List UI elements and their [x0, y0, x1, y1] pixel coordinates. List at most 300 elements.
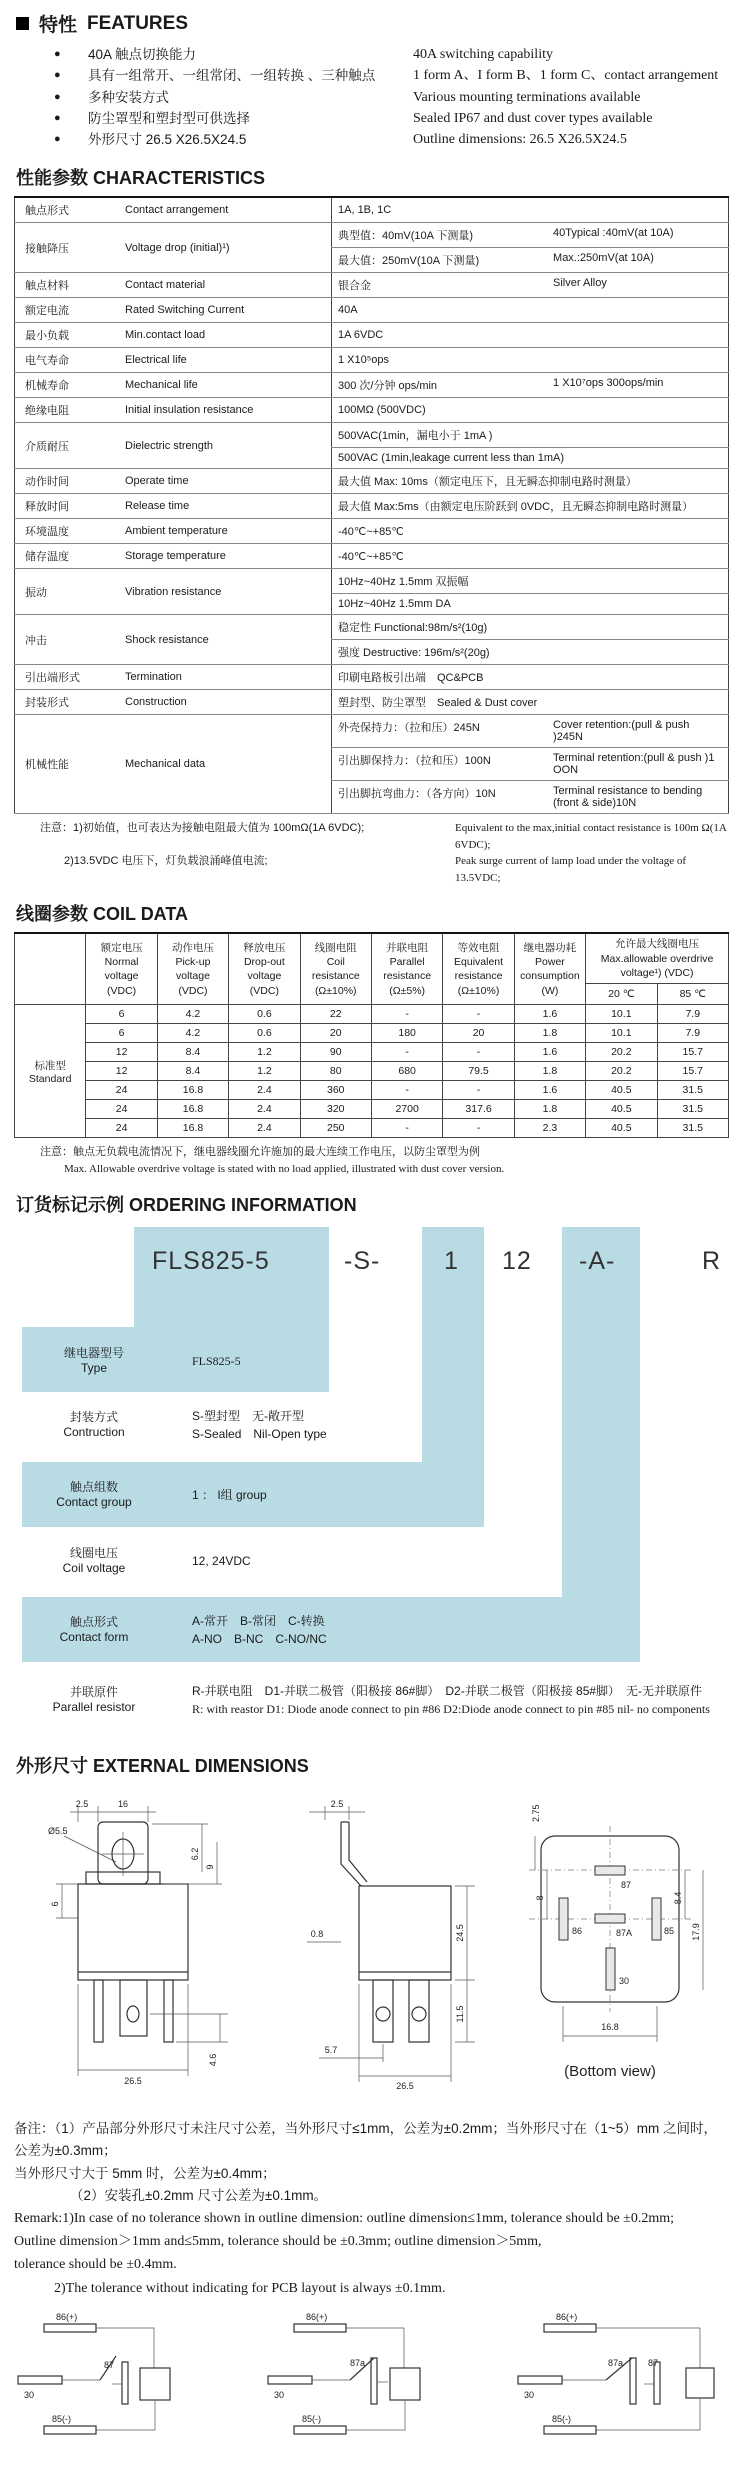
param-value-cn: 最大值：250mV(10A 下测量)	[338, 255, 480, 268]
param-label-en: Shock resistance	[119, 615, 332, 665]
param-value-en: Terminal retention:(pull & push )1 OON	[553, 752, 715, 777]
dim-label: 17.9	[691, 1923, 701, 1941]
row-value-cn: A-常开 B-常闭 C-转换	[192, 1614, 325, 1629]
coil-cell: 10.1	[586, 1005, 657, 1024]
dim-label: 4.6	[208, 2053, 218, 2067]
characteristics-row	[15, 569, 729, 594]
param-value-cn: 引出脚保持力：（拉和压）100N	[338, 755, 491, 768]
terminal-label: 86(+)	[56, 2311, 78, 2322]
param-label-cn: 冲击	[15, 615, 120, 665]
param-value-cn: -40℃~+85℃	[338, 550, 404, 563]
param-label-en: Contact arrangement	[119, 197, 332, 223]
param-value	[332, 494, 729, 519]
coil-corner-cell	[15, 933, 86, 1004]
circuit-form-b	[254, 2306, 489, 2456]
coil-header: 额定电压 Normal voltage (VDC)	[86, 933, 157, 1004]
characteristics-row	[15, 615, 729, 640]
ordering-row-construction	[14, 1399, 729, 1451]
pin-label: 30	[619, 1976, 630, 1987]
coil-cell: 24	[86, 1119, 157, 1138]
row-value-en: R: with reastor D1: Diode anode connect to pin #86 D2:Diode anode connect to pin #85 nil- no components	[192, 1702, 710, 1717]
param-value-en: 40Typical :40mV(at 10A)	[553, 227, 674, 240]
param-value	[332, 615, 729, 640]
param-label-en: Construction	[119, 690, 332, 715]
feature-text-en: Outline dimensions: 26.5 X26.5X24.5	[413, 132, 627, 148]
row-value-cn: R-并联电阻 D1-并联二极管（阳极接 86#脚） D2-并联二极管（阳极接 85#脚） 无-无并联原件	[192, 1684, 703, 1699]
param-label-en: Voltage drop (initial)¹)	[119, 223, 332, 273]
coil-cell: 2.4	[229, 1119, 300, 1138]
param-value	[332, 544, 729, 569]
param-label-cn: 额定电流	[15, 298, 120, 323]
param-value	[332, 665, 729, 690]
row-label-cn: 线圈电压	[69, 1545, 118, 1560]
note-line	[40, 853, 729, 886]
bullet-icon: ●	[54, 133, 61, 146]
param-value-cn: 1 X10⁵ops	[338, 354, 390, 367]
code-seal: -S-	[344, 1247, 381, 1276]
ordering-row-form	[14, 1604, 729, 1656]
coil-cell: 31.5	[657, 1119, 728, 1138]
param-value	[332, 594, 729, 615]
param-value-cn: 最大值 Max: 10ms（额定电压下，且无瞬态抑制电路时测量）	[338, 476, 637, 489]
param-label-cn: 介质耐压	[15, 423, 120, 469]
coil-header: 允许最大线圈电压 Max.allowable overdrive voltage¹) (VDC)	[586, 933, 729, 983]
param-label-cn: 绝缘电阻	[15, 398, 120, 423]
characteristics-row	[15, 197, 729, 223]
note-en: Peak surge current of lamp load under the voltage of 13.5VDC;	[455, 855, 687, 884]
wiring-diagrams	[0, 2306, 743, 2456]
terminal-label: 30	[24, 2389, 35, 2400]
note-en: Equivalent to the max,initial contact resistance is 100m Ω(1A 6VDC);	[455, 822, 727, 851]
param-value-cn: 100MΩ (500VDC)	[338, 404, 426, 417]
feature-text-en: 1 form A、I form B、1 form C、contact arrangement	[413, 68, 719, 84]
param-value-cn: 最大值 Max:5ms（由额定电压阶跃到 0VDC，且无瞬态抑制电路时测量）	[338, 501, 694, 514]
front-view-drawing	[20, 1792, 275, 2092]
param-label-cn: 封装形式	[15, 690, 120, 715]
coil-cell: -	[371, 1081, 442, 1100]
coil-header: 释放电压 Drop-out voltage (VDC)	[229, 933, 300, 1004]
param-label-cn: 触点形式	[15, 197, 120, 223]
coil-note-en: Max. Allowable overdrive voltage is stated with no load applied, illustrated with dust cover version.	[64, 1162, 505, 1175]
dim-label: 5.7	[324, 2045, 338, 2056]
row-label-en: Contact form	[59, 1630, 129, 1645]
param-value	[332, 273, 729, 298]
coil-row	[15, 1062, 729, 1081]
features-heading-cn: 特性	[39, 15, 78, 36]
coil-cell: 20	[443, 1024, 514, 1043]
param-label-cn: 电气寿命	[15, 348, 120, 373]
coil-cell: 1.2	[229, 1062, 300, 1081]
characteristics-row	[15, 519, 729, 544]
terminal-label: 86(+)	[306, 2311, 328, 2322]
contact-label: 87	[648, 2357, 659, 2368]
coil-cell: 24	[86, 1081, 157, 1100]
param-value-cn: 印刷电路板引出端 QC&PCB	[338, 672, 484, 685]
coil-cell: 24	[86, 1100, 157, 1119]
dim-label: 2.5	[330, 1799, 344, 1810]
ordering-row-group	[14, 1469, 729, 1521]
coil-cell: 2.4	[229, 1100, 300, 1119]
row-value: 12, 24VDC	[192, 1554, 251, 1569]
row-label-en: Contact group	[56, 1495, 132, 1510]
param-value-cn: 500VAC(1min，漏电小于 1mA )	[338, 430, 493, 443]
bullet-icon: ●	[54, 111, 61, 124]
characteristics-heading	[16, 164, 729, 190]
row-label-cn: 封装方式	[69, 1409, 118, 1424]
feature-text-en: 40A switching capability	[413, 47, 553, 62]
row-label-cn: 触点组数	[69, 1479, 118, 1494]
note-cn: 注意：1)初始值，也可表达为接触电阻最大值为 100mΩ(1A 6VDC);	[40, 822, 365, 835]
dim-label: 24.5	[455, 1924, 465, 1942]
characteristics-row	[15, 494, 729, 519]
param-value	[332, 423, 729, 448]
circuit-form-a	[4, 2306, 239, 2456]
param-value-cn: 外壳保持力：（拉和压）245N	[338, 722, 480, 735]
coil-row	[15, 1119, 729, 1138]
feature-text-cn: 具有一组常开、一组常闭、一组转换 、三种触点	[88, 68, 376, 84]
param-value	[332, 348, 729, 373]
row-label-cn: 触点形式	[69, 1614, 118, 1629]
param-value	[332, 469, 729, 494]
row-value-cn: S-塑封型 无-敞开型	[192, 1409, 304, 1424]
param-value-cn: 强度 Destructive: 196m/s²(20g)	[338, 647, 490, 660]
coil-cell: 360	[300, 1081, 371, 1100]
coil-cell: 0.6	[229, 1024, 300, 1043]
param-value-cn: 40A	[338, 304, 358, 317]
coil-cell: 20.2	[586, 1062, 657, 1081]
row-value-en: S-Sealed Nil-Open type	[192, 1427, 327, 1442]
dim-label: 26.5	[396, 2081, 414, 2092]
characteristics-row	[15, 690, 729, 715]
dimension-drawings	[14, 1792, 729, 2092]
coil-cell: 12	[86, 1043, 157, 1062]
coil-row	[15, 1024, 729, 1043]
param-value	[332, 640, 729, 665]
param-label-en: Contact material	[119, 273, 332, 298]
param-value	[332, 748, 729, 781]
coil-cell: -	[371, 1119, 442, 1138]
param-value-cn: 1A 6VDC	[338, 329, 384, 342]
param-label-en: Rated Switching Current	[119, 298, 332, 323]
param-label-en: Storage temperature	[119, 544, 332, 569]
param-value-cn: 10Hz~40Hz 1.5mm 双振幅	[338, 576, 469, 589]
param-value-cn: 1A, 1B, 1C	[338, 204, 392, 217]
coil-group-label: 标准型 Standard	[15, 1005, 86, 1138]
param-label-cn: 储存温度	[15, 544, 120, 569]
coil-cell: 6	[86, 1005, 157, 1024]
circuit-form-c	[504, 2306, 739, 2456]
terminal-label: 86(+)	[556, 2311, 578, 2322]
param-label-en: Ambient temperature	[119, 519, 332, 544]
param-label-cn: 释放时间	[15, 494, 120, 519]
param-value	[332, 569, 729, 594]
pin-label: 86	[572, 1926, 583, 1937]
coil-cell: 40.5	[586, 1119, 657, 1138]
param-value	[332, 223, 729, 248]
param-value-cn: 10Hz~40Hz 1.5mm DA	[338, 598, 451, 611]
dim-label: 11.5	[455, 2005, 465, 2023]
param-label-en: Dielectric strength	[119, 423, 332, 469]
bullet-icon: ●	[54, 48, 61, 60]
ordering-code	[14, 1239, 729, 1285]
coil-cell: 320	[300, 1100, 371, 1119]
coil-row	[15, 1100, 729, 1119]
param-value-en: Max.:250mV(at 10A)	[553, 252, 654, 265]
coil-cell: 250	[300, 1119, 371, 1138]
param-value	[332, 373, 729, 398]
param-label-en: Release time	[119, 494, 332, 519]
coil-cell: 8.4	[157, 1062, 228, 1081]
row-value: 1 ： I组 group	[192, 1488, 267, 1503]
param-label-en: Mechanical life	[119, 373, 332, 398]
feature-item	[54, 66, 729, 86]
param-value-cn: 引出脚抗弯曲力：（各方向）10N	[338, 788, 496, 801]
param-label-en: Operate time	[119, 469, 332, 494]
dim-label: 6.2	[190, 1847, 200, 1861]
pin-label: 87A	[616, 1928, 633, 1939]
ordering-row-voltage	[14, 1535, 729, 1587]
ordering-heading-en: ORDERING INFORMATION	[129, 1195, 357, 1216]
coil-header: 并联电阻 Parallel resistance (Ω±5%)	[371, 933, 442, 1004]
note-cn: 2)13.5VDC 电压下，灯负载浪涌峰值电流;	[64, 855, 268, 868]
characteristics-row	[15, 373, 729, 398]
side-view-drawing	[279, 1792, 479, 2092]
dimensions-heading	[16, 1752, 729, 1778]
features-heading-en: FEATURES	[87, 12, 188, 34]
coil-cell: 40.5	[586, 1100, 657, 1119]
param-value	[332, 398, 729, 423]
param-value	[332, 781, 729, 814]
ordering-heading	[16, 1191, 729, 1217]
coil-note-cn: 注意：触点无负载电流情况下，继电器线圈允许施加的最大连续工作电压，以防尘罩型为例	[40, 1146, 480, 1159]
coil-cell: 1.6	[514, 1043, 585, 1062]
coil-cell: -	[371, 1043, 442, 1062]
remark-cn-3: （2）安装孔±0.2mm 尺寸公差为±0.1mm。	[70, 2187, 328, 2203]
coil-subheader: 85 ℃	[657, 984, 728, 1005]
coil-cell: 1.8	[514, 1024, 585, 1043]
remark-en-4: 2)The tolerance without indicating for PCB layout is always ±0.1mm.	[54, 2280, 446, 2296]
feature-text-en: Various mounting terminations available	[413, 89, 641, 105]
terminal-label: 30	[274, 2389, 285, 2400]
coil-cell: 90	[300, 1043, 371, 1062]
coil-cell: 1.8	[514, 1100, 585, 1119]
coil-cell: 8.4	[157, 1043, 228, 1062]
characteristics-heading-cn: 性能参数	[16, 168, 88, 189]
dimensions-heading-en: EXTERNAL DIMENSIONS	[93, 1756, 309, 1777]
feature-text-cn: 40A 触点切换能力	[88, 47, 197, 62]
param-label-en: Initial insulation resistance	[119, 398, 332, 423]
param-label-cn: 环境温度	[15, 519, 120, 544]
param-value-cn: 300 次/分钟 ops/min	[338, 380, 438, 393]
param-label-en: Termination	[119, 665, 332, 690]
coil-subheader: 20 ℃	[586, 984, 657, 1005]
remark-en-3: tolerance should be ±0.4mm.	[14, 2257, 177, 2273]
feature-item	[54, 109, 729, 129]
terminal-label: 85(-)	[552, 2413, 572, 2424]
coil-cell: 40.5	[586, 1081, 657, 1100]
dim-label: 16.8	[601, 2022, 619, 2033]
characteristics-row	[15, 423, 729, 448]
ordering-diagram	[14, 1227, 729, 1732]
coil-cell: 79.5	[443, 1062, 514, 1081]
code-form: -A-	[579, 1247, 616, 1276]
coil-cell: 31.5	[657, 1100, 728, 1119]
characteristics-row	[15, 469, 729, 494]
characteristics-row	[15, 348, 729, 373]
code-parallel: R	[702, 1247, 722, 1276]
characteristics-row	[15, 223, 729, 248]
param-label-cn: 最小负载	[15, 323, 120, 348]
characteristics-row	[15, 273, 729, 298]
characteristics-table-body	[15, 197, 729, 814]
coil-row	[15, 1043, 729, 1062]
coil-table-head	[15, 933, 729, 1004]
coil-cell: 1.8	[514, 1062, 585, 1081]
param-label-en: Mechanical data	[119, 715, 332, 814]
coil-cell: -	[443, 1081, 514, 1100]
code-voltage: 12	[502, 1247, 532, 1276]
coil-table-body	[15, 1005, 729, 1138]
dim-label: 8	[535, 1895, 545, 1901]
coil-cell: -	[443, 1119, 514, 1138]
characteristics-row	[15, 298, 729, 323]
dim-label: 8.4	[673, 1891, 683, 1905]
coil-cell: 20.2	[586, 1043, 657, 1062]
row-label-en: Parallel resistor	[52, 1700, 136, 1715]
coil-header: 线圈电阻 Coil resistance (Ω±10%)	[300, 933, 371, 1004]
remark-cn-2: 当外形尺寸大于 5mm 时，公差为±0.4mm；	[14, 2165, 276, 2181]
feature-text-cn: 防尘罩型和塑封型可供选择	[88, 110, 250, 126]
param-value-en: Silver Alloy	[553, 277, 607, 290]
feature-item	[54, 88, 729, 108]
coil-cell: 0.6	[229, 1005, 300, 1024]
coil-cell: 180	[371, 1024, 442, 1043]
bottom-view-drawing	[483, 1792, 723, 2092]
pin-label: 85	[664, 1926, 675, 1937]
dim-label: 26.5	[124, 2076, 142, 2087]
coil-row	[15, 1005, 729, 1024]
features-heading	[16, 10, 729, 37]
dim-label: 6	[50, 1901, 60, 1907]
coil-cell: 31.5	[657, 1081, 728, 1100]
coil-cell: 16.8	[157, 1081, 228, 1100]
features-list	[14, 45, 729, 150]
coil-cell: 20	[300, 1024, 371, 1043]
param-value	[332, 323, 729, 348]
remarks	[0, 2118, 743, 2299]
ordering-row-parallel	[14, 1672, 729, 1728]
coil-cell: 1.6	[514, 1005, 585, 1024]
coil-cell: 317.6	[443, 1100, 514, 1119]
remark-en-2: Outline dimension＞1mm and≤5mm, tolerance should be ±0.3mm; outline dimension＞5mm,	[14, 2234, 542, 2250]
dim-label: 16	[117, 1799, 129, 1810]
code-type: FLS825-5	[152, 1247, 270, 1276]
remark-en-1: Remark:1)In case of no tolerance shown in outline dimension: outline dimension≤1mm, tolerance should be ±0.2mm;	[14, 2211, 675, 2227]
coil-cell: -	[443, 1005, 514, 1024]
param-label-cn: 机械寿命	[15, 373, 120, 398]
coil-heading-cn: 线圈参数	[16, 904, 88, 925]
param-label-cn: 引出端形式	[15, 665, 120, 690]
row-label-en: Contruction	[63, 1425, 125, 1440]
pin-label: 87	[621, 1880, 632, 1891]
coil-cell: 80	[300, 1062, 371, 1081]
coil-cell: 1.6	[514, 1081, 585, 1100]
param-label-en: Electrical life	[119, 348, 332, 373]
contact-label: 87a	[350, 2357, 366, 2368]
characteristics-row	[15, 665, 729, 690]
coil-cell: 1.2	[229, 1043, 300, 1062]
square-bullet-icon	[16, 17, 29, 30]
row-label-en: Type	[80, 1361, 107, 1376]
coil-cell: 680	[371, 1062, 442, 1081]
param-value	[332, 715, 729, 748]
ordering-heading-cn: 订货标记示例	[16, 1195, 124, 1216]
characteristics-row	[15, 323, 729, 348]
param-value	[332, 519, 729, 544]
coil-cell: 15.7	[657, 1062, 728, 1081]
param-label-en: Min.contact load	[119, 323, 332, 348]
coil-cell: 16.8	[157, 1119, 228, 1138]
feature-text-cn: 多种安装方式	[88, 89, 169, 105]
remark-cn-1: 备注：（1）产品部分外形尺寸未注尺寸公差，当外形尺寸≤1mm，公差为±0.2mm；当外形尺寸在（1~5）mm 之间时，公差为±0.3mm；	[14, 2121, 717, 2159]
param-value-cn: 塑封型、防尘罩型 Sealed & Dust cover	[338, 697, 538, 710]
coil-cell: 4.2	[157, 1005, 228, 1024]
bottom-view-caption: (Bottom view)	[564, 2063, 656, 2081]
coil-cell: -	[443, 1043, 514, 1062]
param-label-cn: 动作时间	[15, 469, 120, 494]
param-value-cn: 稳定性 Functional:98m/s²(10g)	[338, 622, 488, 635]
coil-header: 继电器功耗 Power consumption (W)	[514, 933, 585, 1004]
characteristics-notes	[40, 820, 729, 886]
code-group: 1	[444, 1247, 459, 1276]
row-label-en: Coil voltage	[62, 1561, 126, 1576]
bullet-icon: ●	[54, 69, 61, 82]
param-value-cn: 500VAC (1min,leakage current less than 1mA)	[338, 452, 565, 465]
coil-cell: 2700	[371, 1100, 442, 1119]
param-value	[332, 448, 729, 469]
dimensions-heading-cn: 外形尺寸	[16, 1756, 88, 1777]
row-value-en: A-NO B-NC C-NO/NC	[192, 1632, 327, 1647]
dim-label: 2.5	[75, 1799, 89, 1810]
row-label-cn: 继电器型号	[63, 1345, 124, 1360]
feature-item	[54, 45, 729, 65]
contact-label: 87	[104, 2359, 115, 2370]
param-value	[332, 248, 729, 273]
param-label-cn: 机械性能	[15, 715, 120, 814]
coil-cell: 12	[86, 1062, 157, 1081]
coil-cell: 16.8	[157, 1100, 228, 1119]
characteristics-row	[15, 715, 729, 748]
coil-cell: 2.3	[514, 1119, 585, 1138]
param-value-cn: 银合金	[338, 280, 371, 293]
characteristics-row	[15, 398, 729, 423]
coil-cell: 6	[86, 1024, 157, 1043]
param-value-cn: 典型值：40mV(10A 下测量)	[338, 230, 474, 243]
param-label-cn: 触点材料	[15, 273, 120, 298]
characteristics-heading-en: CHARACTERISTICS	[93, 168, 266, 189]
coil-cell: 15.7	[657, 1043, 728, 1062]
row-value: FLS825-5	[192, 1354, 241, 1369]
coil-table	[14, 932, 729, 1138]
dim-label: Ø5.5	[48, 1826, 68, 1837]
feature-text-en: Sealed IP67 and dust cover types available	[413, 110, 653, 126]
terminal-label: 30	[524, 2389, 535, 2400]
param-label-cn: 接触降压	[15, 223, 120, 273]
dim-label: 2.75	[531, 1804, 541, 1823]
coil-cell: 2.4	[229, 1081, 300, 1100]
param-label-en: Vibration resistance	[119, 569, 332, 615]
coil-heading	[16, 900, 729, 926]
